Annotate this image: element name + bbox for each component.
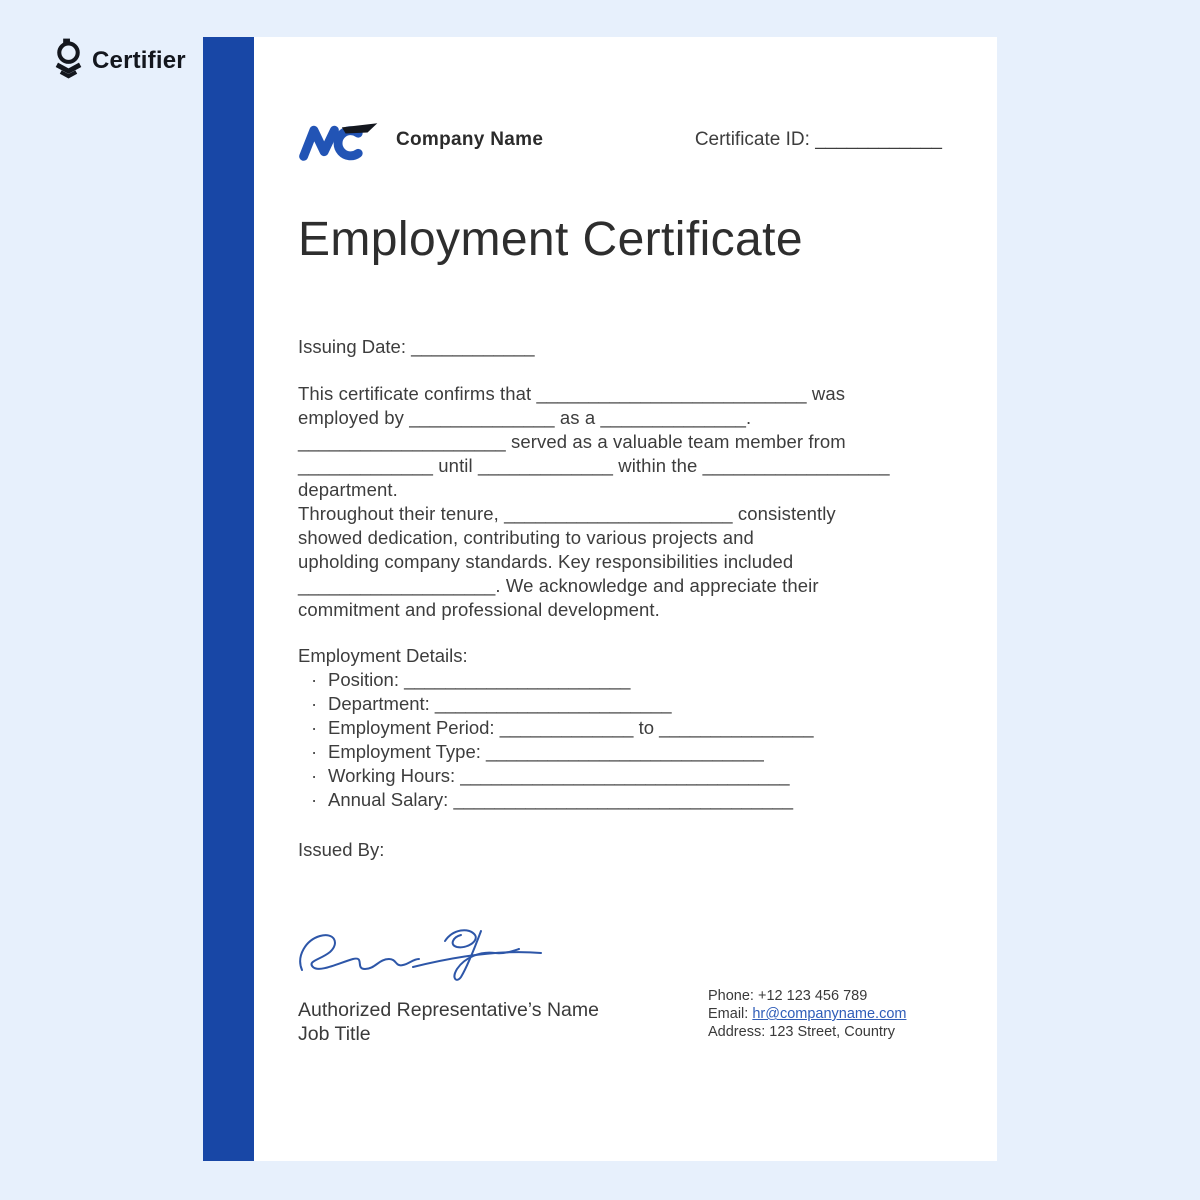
- address-label: Address:: [708, 1024, 766, 1040]
- employment-details-list: [298, 668, 942, 812]
- certificate-id: [695, 129, 942, 151]
- accent-bar: [203, 37, 254, 1161]
- company-logo-icon: [298, 118, 382, 162]
- paragraph-line: showed dedication, contributing to various projects and: [298, 527, 754, 548]
- employment-detail-item: · Working Hours: ________________________________: [298, 764, 942, 788]
- paragraph-line: upholding company standards. Key responsibilities included: [298, 551, 794, 572]
- contact-address: [708, 1023, 942, 1041]
- signature-block: [298, 862, 599, 1046]
- address-value: 123 Street, Country: [769, 1024, 896, 1040]
- phone-label: Phone:: [708, 988, 754, 1004]
- certificate-page: [203, 37, 997, 1161]
- certifier-badge-icon: [52, 38, 85, 84]
- employment-detail-item: · Annual Salary: _________________________________: [298, 788, 942, 812]
- paragraph-line: ____________________ served as a valuable team member from: [298, 431, 846, 452]
- email-label: Email:: [708, 1006, 749, 1022]
- issuing-date-blank: ____________: [411, 336, 535, 357]
- handwritten-signature-icon: [294, 908, 546, 988]
- issuing-date-label: Issuing Date:: [298, 336, 406, 357]
- contact-phone: [708, 987, 942, 1005]
- paragraph-line: employed by ______________ as a ______________.: [298, 407, 752, 428]
- paragraph-line: commitment and professional development.: [298, 599, 660, 620]
- paragraph-line: department.: [298, 479, 398, 500]
- employment-detail-item: · Position: ______________________: [298, 668, 942, 692]
- phone-value: +12 123 456 789: [758, 988, 868, 1004]
- representative-name: Authorized Representative’s Name: [298, 999, 599, 1021]
- certificate-body: [298, 382, 942, 622]
- employment-detail-item: · Department: _______________________: [298, 692, 942, 716]
- paragraph-line: Throughout their tenure, ______________________ consistently: [298, 503, 836, 524]
- issuing-date: [298, 335, 942, 359]
- certificate-id-blank: ____________: [815, 129, 942, 150]
- email-link[interactable]: hr@companyname.com: [752, 1006, 907, 1022]
- employment-detail-item: · Employment Type: ___________________________: [298, 740, 942, 764]
- employment-detail-item: · Employment Period: _____________ to _______________: [298, 716, 942, 740]
- document-title: Employment Certificate: [298, 213, 803, 266]
- employment-details-heading: Employment Details:: [298, 645, 468, 666]
- certifier-brand: [52, 38, 186, 84]
- certificate-id-label: Certificate ID:: [694, 129, 810, 150]
- contact-email: [708, 1005, 942, 1023]
- job-title: Job Title: [298, 1023, 371, 1045]
- company-name: Company Name: [396, 129, 544, 150]
- document-header: [298, 118, 942, 162]
- contact-block: [708, 987, 942, 1041]
- paragraph-line: ___________________. We acknowledge and appreciate their: [298, 575, 819, 596]
- paragraph-line: This certificate confirms that __________________________ was: [298, 383, 846, 404]
- footer-row: [298, 862, 942, 1046]
- brand-name: Certifier: [92, 47, 186, 74]
- certificate-content: [298, 37, 942, 1046]
- paragraph-line: _____________ until _____________ within the __________________: [298, 455, 890, 476]
- issued-by-label: Issued By:: [298, 839, 385, 860]
